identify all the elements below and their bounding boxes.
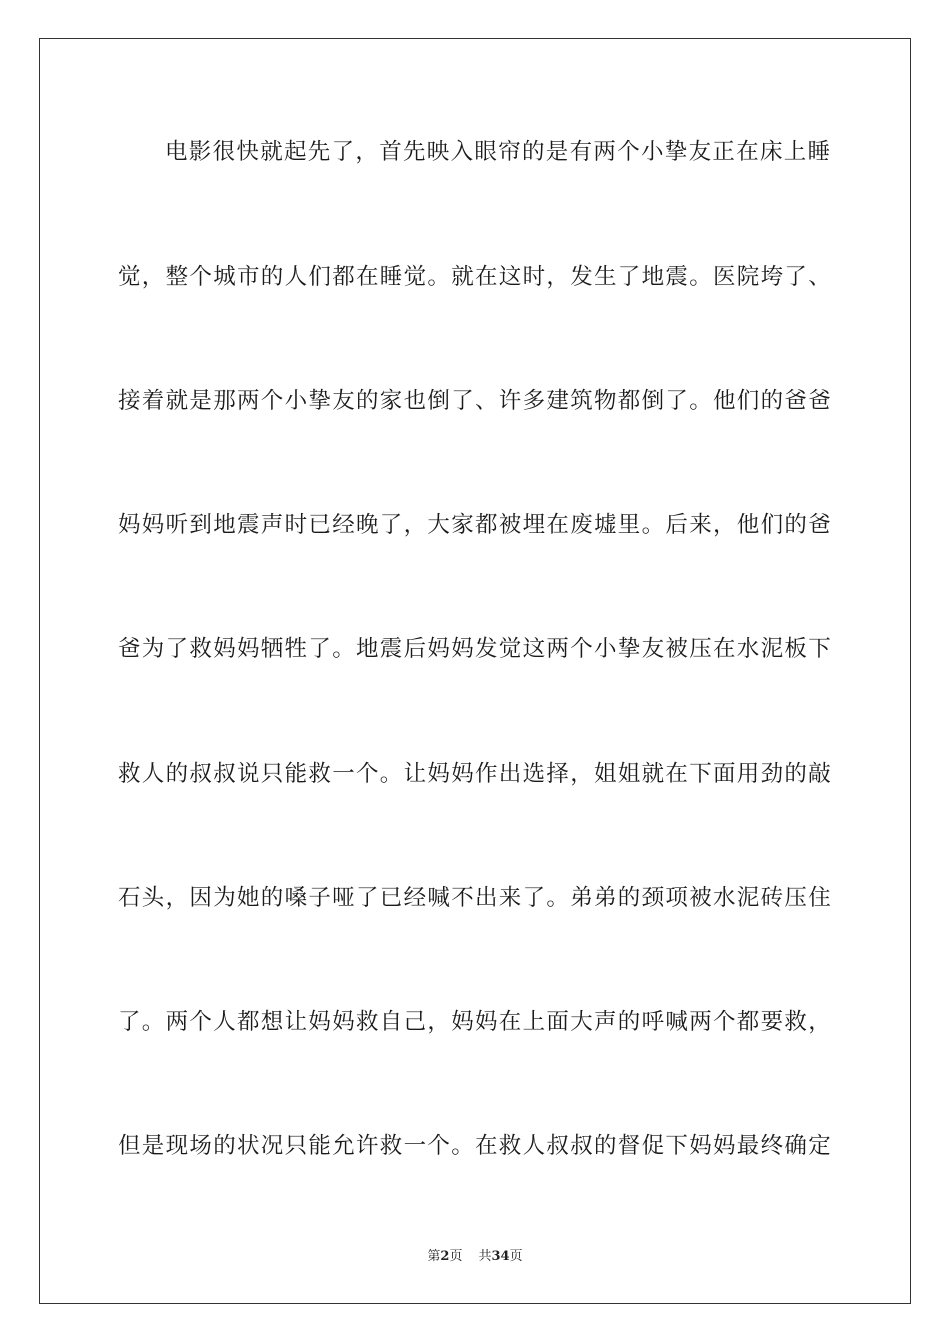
text-line-5: 爸为了救妈妈牺牲了。地震后妈妈发觉这两个小挚友被压在水泥板下 bbox=[118, 636, 833, 662]
page-label-prefix: 第 bbox=[427, 1249, 441, 1264]
text-line-4: 妈妈听到地震声时已经晚了，大家都被埋在废墟里。后来，他们的爸 bbox=[118, 512, 833, 538]
text-line-2: 觉，整个城市的人们都在睡觉。就在这时，发生了地震。医院垮了、 bbox=[118, 264, 833, 290]
text-line-1: 电影很快就起先了，首先映入眼帘的是有两个小挚友正在床上睡 bbox=[165, 139, 832, 165]
text-line-9: 但是现场的状况只能允许救一个。在救人叔叔的督促下妈妈最终确定 bbox=[118, 1133, 833, 1159]
page-footer bbox=[0, 1248, 950, 1266]
text-line-3: 接着就是那两个小挚友的家也倒了、许多建筑物都倒了。他们的爸爸 bbox=[118, 388, 833, 414]
total-label-suffix: 页 bbox=[509, 1249, 523, 1264]
page-border bbox=[39, 38, 911, 1304]
total-label-prefix: 共 bbox=[478, 1249, 492, 1264]
page-number: 2 bbox=[440, 1249, 450, 1264]
text-line-7: 石头，因为她的嗓子哑了已经喊不出来了。弟弟的颈项被水泥砖压住 bbox=[118, 885, 833, 911]
text-line-6: 救人的叔叔说只能救一个。让妈妈作出选择，姐姐就在下面用劲的敲 bbox=[118, 761, 833, 787]
text-line-8: 了。两个人都想让妈妈救自己，妈妈在上面大声的呼喊两个都要救， bbox=[118, 1009, 833, 1035]
page-label-suffix: 页 bbox=[449, 1249, 463, 1264]
total-pages: 34 bbox=[491, 1249, 510, 1264]
